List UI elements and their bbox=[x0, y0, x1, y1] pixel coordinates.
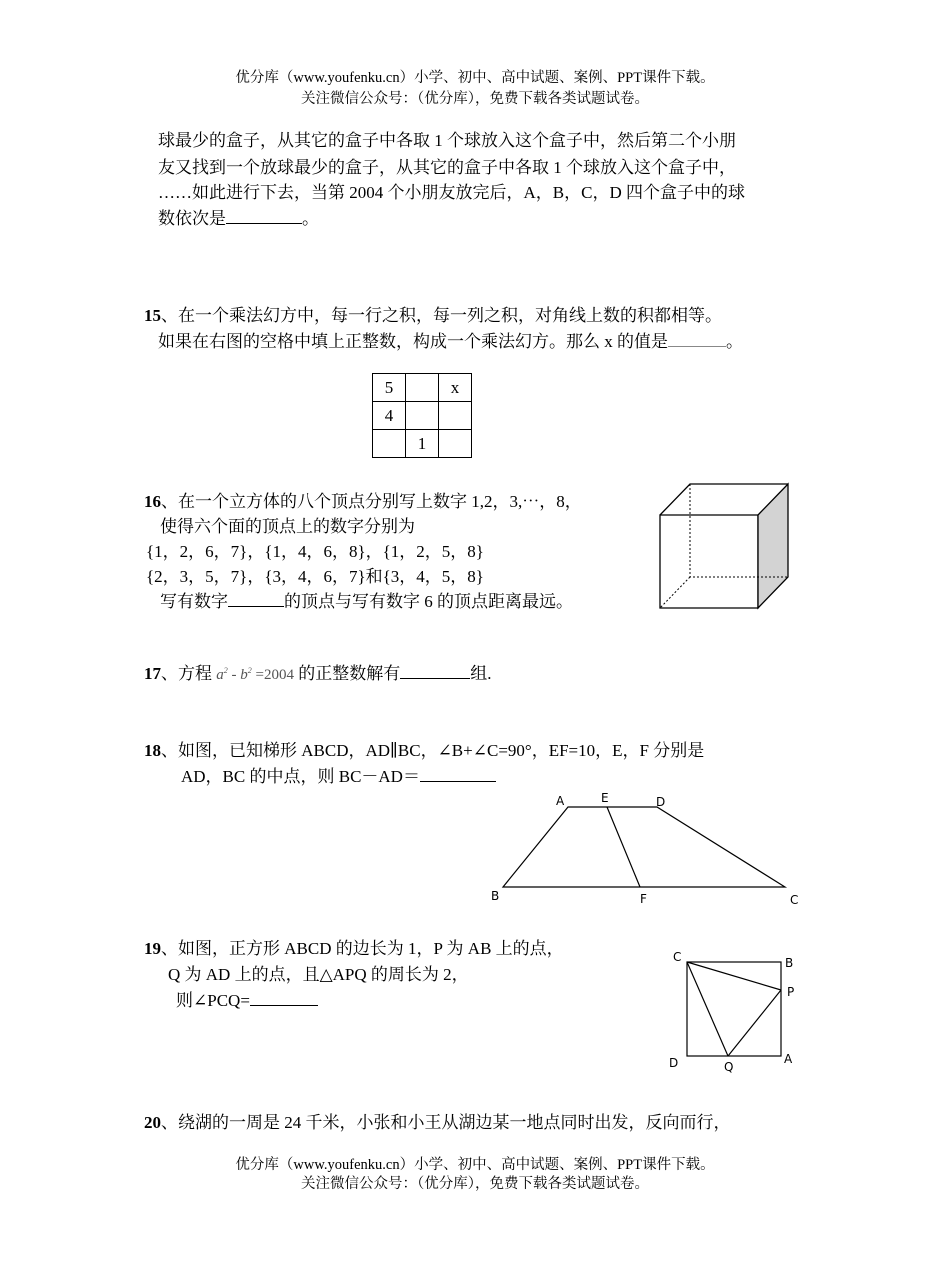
label-a: A bbox=[784, 1052, 793, 1066]
q15-line-2-end: 。 bbox=[726, 332, 743, 351]
q14-line-4 bbox=[158, 204, 319, 229]
q19-line-3-text: 则∠PCQ= bbox=[176, 991, 250, 1010]
q19-number: 19 bbox=[144, 939, 161, 958]
grid-cell bbox=[406, 402, 439, 430]
grid-row bbox=[373, 430, 472, 458]
grid-cell: x bbox=[439, 374, 472, 402]
grid-row bbox=[373, 402, 472, 430]
q16-line-4: {2，3，5，7}，{3，4，6，7}和{3，4，5，8} bbox=[146, 567, 484, 586]
header-line-2: 关注微信公众号：（优分库），免费下载各类试题试卷。 bbox=[301, 91, 649, 107]
label-f: F bbox=[640, 892, 647, 906]
footer-line-2: 关注微信公众号：（优分库），免费下载各类试题试卷。 bbox=[301, 1176, 649, 1192]
q15-line-2 bbox=[158, 327, 743, 352]
q19-line-2: Q 为 AD 上的点，且△APQ 的周长为 2， bbox=[168, 965, 469, 984]
q20-text: 、绕湖的一周是 24 千米，小张和小王从湖边某一地点同时出发，反向而行， bbox=[161, 1113, 731, 1132]
eq-exp-a: 2 bbox=[223, 666, 228, 675]
q16-line-5 bbox=[160, 587, 573, 612]
q16-line-3: {1，2，6，7}，{1，4，6，8}，{1，2，5，8} bbox=[146, 542, 484, 561]
grid-cell bbox=[439, 402, 472, 430]
eq-var-a: a bbox=[216, 667, 224, 683]
cube-right-face bbox=[758, 484, 788, 608]
cube-hidden-edge bbox=[660, 577, 690, 608]
cube-figure bbox=[655, 478, 795, 613]
q15-line-2-text: 如果在右图的空格中填上正整数，构成一个乘法幻方。那么 x 的值是 bbox=[158, 332, 668, 351]
q17-text: 、方程 bbox=[161, 664, 217, 683]
q14-line-2: 友又找到一个放球最少的盒子，从其它的盒子中各取 1 个球放入这个盒子中， bbox=[158, 158, 736, 177]
q16-line-5-end: 的顶点与写有数字 6 的顶点距离最远。 bbox=[284, 592, 573, 611]
q18-line-2 bbox=[181, 762, 496, 787]
grid-cell bbox=[373, 430, 406, 458]
q16-answer-blank bbox=[228, 592, 284, 607]
segment-ef bbox=[607, 807, 640, 887]
label-b: B bbox=[785, 956, 794, 970]
cube-front-face bbox=[660, 515, 758, 608]
q17-number: 17 bbox=[144, 664, 161, 683]
label-c: C bbox=[790, 893, 799, 907]
square-figure bbox=[665, 945, 800, 1075]
q14-line-3: ……如此进行下去，当第 2004 个小朋友放完后，A，B，C，D 四个盒子中的球 bbox=[158, 183, 745, 202]
segment-cp bbox=[687, 962, 781, 990]
q20-number: 20 bbox=[144, 1113, 161, 1132]
magic-square-grid bbox=[372, 373, 472, 458]
q18-number: 18 bbox=[144, 741, 161, 760]
label-p: P bbox=[787, 985, 795, 999]
label-a: A bbox=[556, 794, 565, 808]
q15-line-1 bbox=[144, 301, 722, 326]
eq-var-b: b bbox=[240, 667, 248, 683]
grid-cell: 1 bbox=[406, 430, 439, 458]
q14-answer-blank bbox=[226, 209, 302, 224]
q18-line-2-text: AD，BC 的中点，则 BC－AD＝ bbox=[181, 767, 420, 786]
q14-line-4-end: 。 bbox=[302, 209, 319, 228]
q19-line-1 bbox=[144, 934, 564, 959]
q15-number: 15 bbox=[144, 306, 161, 325]
q16-text: 、在一个立方体的八个顶点分别写上数字 1,2，3,⋯，8， bbox=[161, 492, 582, 511]
label-c: C bbox=[673, 950, 682, 964]
label-e: E bbox=[601, 791, 609, 805]
q15-text: 、在一个乘法幻方中，每一行之积，每一列之积，对角线上数的积都相等。 bbox=[161, 306, 722, 325]
footer-line-1: 优分库（www.youfenku.cn）小学、初中、高中试题、案例、PPT课件下载。 bbox=[235, 1157, 715, 1173]
q16-number: 16 bbox=[144, 492, 161, 511]
q18-line-1 bbox=[144, 736, 704, 761]
q15-answer-blank bbox=[668, 332, 726, 347]
q19-text: 、如图，正方形 ABCD 的边长为 1，P 为 AB 上的点， bbox=[161, 939, 564, 958]
grid-cell: 5 bbox=[373, 374, 406, 402]
segment-pq bbox=[728, 990, 781, 1056]
q19-line-3 bbox=[176, 986, 318, 1011]
header-line-1: 优分库（www.youfenku.cn）小学、初中、高中试题、案例、PPT课件下载。 bbox=[235, 70, 715, 86]
q18-text: 、如图，已知梯形 ABCD，AD∥BC，∠B+∠C=90°，EF=10，E，F 分别是 bbox=[161, 741, 705, 760]
label-b: B bbox=[491, 889, 500, 903]
grid-cell: 4 bbox=[373, 402, 406, 430]
q14-line-1: 球最少的盒子，从其它的盒子中各取 1 个球放入这个盒子中，然后第二个小朋 bbox=[158, 131, 736, 150]
q17-text-2: 的正整数解有 bbox=[293, 664, 401, 683]
label-d: D bbox=[656, 795, 666, 809]
q17-text-3: 组. bbox=[470, 664, 492, 683]
q16-line-2: 使得六个面的顶点上的数字分别为 bbox=[160, 517, 415, 536]
grid-cell bbox=[406, 374, 439, 402]
q19-answer-blank bbox=[250, 991, 318, 1006]
q16-line-1 bbox=[144, 487, 582, 512]
label-q: Q bbox=[724, 1060, 734, 1074]
q17-equation bbox=[216, 667, 294, 683]
segment-cq bbox=[687, 962, 728, 1056]
eq-rhs: =2004 bbox=[251, 667, 294, 683]
trapezoid-figure bbox=[485, 788, 805, 910]
q14-line-4-text: 数依次是 bbox=[158, 209, 226, 228]
eq-exp-b: 2 bbox=[247, 666, 252, 675]
grid-cell bbox=[439, 430, 472, 458]
label-d: D bbox=[669, 1056, 679, 1070]
q18-answer-blank bbox=[420, 767, 496, 782]
q20-line-1 bbox=[144, 1108, 731, 1133]
q17-answer-blank bbox=[400, 664, 470, 679]
q16-line-5-text: 写有数字 bbox=[160, 592, 228, 611]
grid-row bbox=[373, 374, 472, 402]
q17-line bbox=[144, 659, 491, 684]
trapezoid-abcd bbox=[503, 807, 785, 887]
eq-minus: - bbox=[227, 667, 241, 683]
